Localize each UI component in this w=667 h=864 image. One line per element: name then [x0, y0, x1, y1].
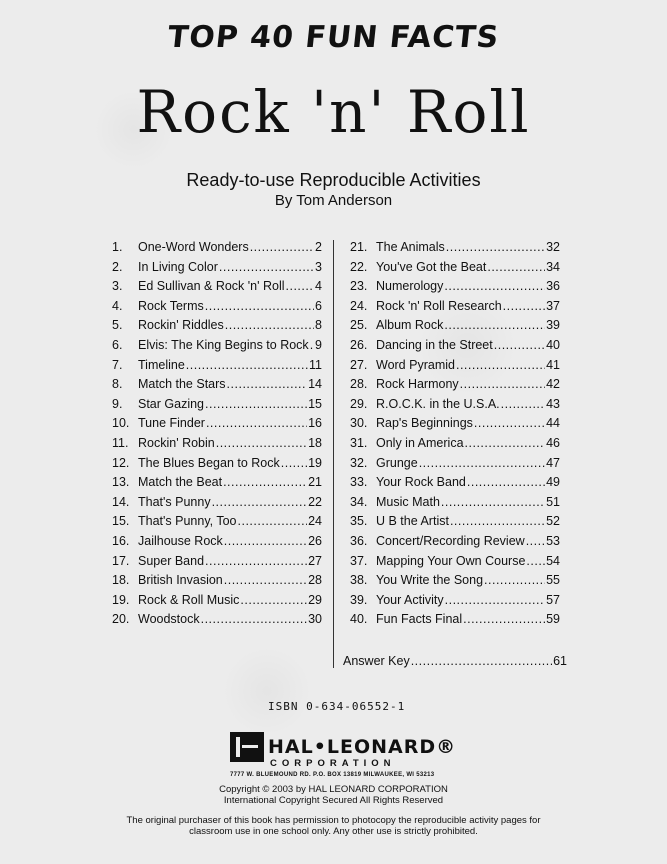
dot-leader — [205, 397, 307, 411]
toc-title: Star Gazing — [138, 396, 205, 411]
toc-page-number: 27 — [308, 553, 322, 568]
toc-page-number: 26 — [308, 533, 322, 548]
dot-leader — [219, 260, 314, 274]
dot-leader — [227, 377, 308, 391]
dot-leader — [224, 534, 307, 548]
toc-number: 40. — [350, 612, 368, 627]
toc-page-number: 16 — [308, 416, 322, 431]
toc-title: Elvis: The King Begins to Rock — [138, 337, 309, 352]
dot-leader — [463, 612, 545, 626]
toc-title: R.O.C.K. in the U.S.A. — [376, 396, 500, 411]
toc-page-number: 43 — [546, 396, 560, 411]
toc-entry — [112, 358, 322, 378]
dot-leader — [206, 416, 307, 430]
toc-page-number: 30 — [308, 612, 322, 627]
dot-leader — [526, 554, 545, 568]
book-title: Rock 'n' Roll — [136, 78, 531, 146]
publisher-address: 7777 W. BLUEMOUND RD. P.O. BOX 13819 MILWAUKEE, WI 53213 — [230, 772, 435, 778]
toc-page-number: 2 — [315, 240, 322, 254]
toc-number: 24. — [350, 298, 368, 313]
dot-leader — [286, 279, 315, 293]
toc-entry — [112, 338, 322, 358]
answer-key-page: 61 — [553, 654, 567, 668]
toc-number: 25. — [350, 318, 368, 333]
toc-title: Match the Stars — [138, 377, 226, 392]
toc-number: 38. — [350, 573, 368, 588]
toc-page-number: 9 — [315, 337, 322, 352]
dot-leader — [201, 612, 307, 626]
dot-leader — [460, 377, 545, 391]
toc-entry — [112, 240, 322, 260]
toc-title: Tune Finder — [138, 416, 205, 431]
toc-title: The Blues Began to Rock — [138, 455, 280, 470]
toc-title: Rockin' Robin — [138, 435, 215, 450]
toc-title: Mapping Your Own Course — [376, 553, 526, 568]
dot-leader — [450, 514, 545, 528]
toc-number: 10. — [112, 416, 130, 431]
copyright-notice — [0, 784, 667, 806]
dot-leader — [224, 573, 307, 587]
toc-entry — [350, 338, 560, 358]
toc-entry — [112, 554, 322, 574]
toc-page-number: 15 — [308, 396, 322, 411]
toc-page-number: 4 — [315, 279, 322, 294]
toc-entry — [350, 436, 560, 456]
toc-number: 2. — [112, 259, 123, 274]
toc-number: 28. — [350, 377, 368, 392]
toc-page-number: 6 — [315, 298, 322, 313]
dot-leader — [250, 240, 314, 254]
toc-entry — [112, 495, 322, 515]
toc-number: 27. — [350, 357, 368, 372]
dot-leader — [474, 416, 545, 430]
toc-number: 37. — [350, 553, 368, 568]
toc-entry — [112, 514, 322, 534]
toc-entry — [350, 416, 560, 436]
toc-number: 39. — [350, 592, 368, 607]
copyright-line: International Copyright Secured All Rights Reserved — [223, 795, 444, 806]
toc-title: In Living Color — [138, 259, 218, 274]
toc-number: 29. — [350, 396, 368, 411]
dot-leader — [441, 495, 545, 509]
toc-entry — [350, 358, 560, 378]
toc-entry — [112, 299, 322, 319]
dot-leader — [310, 338, 314, 352]
toc-title: Only in America — [376, 435, 464, 450]
subtitle: Ready-to-use Reproducible Activities — [186, 170, 481, 190]
dot-leader — [494, 338, 545, 352]
toc-column-right — [350, 240, 560, 632]
toc-title: One-Word Wonders — [138, 240, 249, 254]
toc-page-number: 46 — [546, 435, 560, 450]
toc-entry — [112, 612, 322, 632]
toc-title: Match the Beat — [138, 475, 223, 490]
dot-leader — [526, 534, 545, 548]
toc-page-number: 18 — [308, 435, 322, 450]
toc-title: You Write the Song — [376, 573, 484, 588]
toc-title: Rock Terms — [138, 298, 204, 313]
toc-page-number: 28 — [308, 573, 322, 588]
toc-entry — [350, 593, 560, 613]
toc-number: 17. — [112, 553, 130, 568]
column-divider — [333, 240, 334, 668]
dot-leader — [445, 593, 545, 607]
dot-leader — [186, 358, 308, 372]
toc-number: 18. — [112, 573, 130, 588]
dot-leader — [465, 436, 546, 450]
toc-title: Rock Harmony — [376, 377, 459, 392]
publisher-name: HAL•LEONARD® — [268, 736, 457, 758]
publisher-corp: CORPORATION — [270, 758, 396, 769]
permission-notice — [0, 815, 667, 837]
dot-leader — [212, 495, 308, 509]
dot-leader — [501, 397, 545, 411]
toc-number: 7. — [112, 357, 123, 372]
toc-entry — [112, 534, 322, 554]
toc-page-number: 44 — [546, 416, 560, 431]
toc-title: Rockin' Riddles — [138, 318, 224, 333]
dot-leader — [205, 554, 307, 568]
toc-page-number: 51 — [546, 494, 560, 509]
copyright-line: Copyright © 2003 by HAL LEONARD CORPORATION — [219, 784, 448, 795]
toc-number: 6. — [112, 337, 123, 352]
dot-leader — [240, 593, 307, 607]
dot-leader — [411, 654, 552, 668]
toc-entry — [350, 260, 560, 280]
toc-entry — [112, 436, 322, 456]
toc-entry — [112, 593, 322, 613]
toc-number: 1. — [112, 240, 123, 254]
toc-number: 35. — [350, 514, 368, 529]
toc-entry — [350, 573, 560, 593]
dot-leader — [456, 358, 545, 372]
toc-entry — [112, 260, 322, 280]
toc-page-number: 14 — [308, 377, 322, 392]
toc-title: Rap's Beginnings — [376, 416, 473, 431]
toc-title: Numerology — [376, 279, 444, 294]
toc-number: 22. — [350, 259, 368, 274]
toc-page-number: 52 — [546, 514, 560, 529]
toc-title: Jailhouse Rock — [138, 533, 223, 548]
toc-title: British Invasion — [138, 573, 223, 588]
toc-number: 32. — [350, 455, 368, 470]
toc-entry — [112, 573, 322, 593]
publisher-logo — [230, 730, 457, 780]
toc-title: You've Got the Beat — [376, 259, 487, 274]
toc-number: 8. — [112, 377, 123, 392]
dot-leader — [205, 299, 314, 313]
toc-number: 11. — [112, 435, 129, 450]
toc-page-number: 42 — [546, 377, 560, 392]
answer-key-entry — [343, 654, 567, 668]
permission-line: The original purchaser of this book has permission to photocopy the reproducible activity pages for — [126, 815, 541, 826]
toc-title: That's Punny, Too — [138, 514, 237, 529]
toc-page-number: 41 — [546, 357, 560, 372]
toc-number: 13. — [112, 475, 130, 490]
toc-title: Woodstock — [138, 612, 200, 627]
dot-leader — [484, 573, 545, 587]
toc-entry — [350, 318, 560, 338]
dot-leader — [419, 456, 545, 470]
hal-leonard-logo-icon — [230, 732, 264, 762]
toc-page-number: 53 — [546, 533, 560, 548]
dot-leader — [487, 260, 545, 274]
answer-key-title: Answer Key — [343, 654, 410, 668]
toc-page-number: 59 — [546, 612, 560, 627]
toc-title: Rock 'n' Roll Research — [376, 298, 502, 313]
toc-page-number: 57 — [546, 592, 560, 607]
toc-number: 15. — [112, 514, 130, 529]
toc-title: Grunge — [376, 455, 418, 470]
toc-page-number: 54 — [546, 553, 560, 568]
toc-page-number: 37 — [546, 298, 560, 313]
toc-title: Your Rock Band — [376, 475, 466, 490]
toc-entry — [350, 456, 560, 476]
dot-leader — [216, 436, 307, 450]
dot-leader — [223, 475, 307, 489]
toc-number: 21. — [350, 240, 368, 254]
toc-title: The Animals — [376, 240, 445, 254]
toc-entry — [350, 475, 560, 495]
toc-entry — [350, 279, 560, 299]
toc-page-number: 49 — [546, 475, 560, 490]
toc-page-number: 32 — [546, 240, 560, 254]
toc-page-number: 55 — [546, 573, 560, 588]
toc-number: 23. — [350, 279, 368, 294]
toc-page-number: 24 — [308, 514, 322, 529]
toc-number: 26. — [350, 337, 368, 352]
toc-entry — [350, 377, 560, 397]
toc-page-number: 47 — [546, 455, 560, 470]
toc-title: Super Band — [138, 553, 205, 568]
toc-entry — [112, 318, 322, 338]
toc-number: 16. — [112, 533, 130, 548]
author: By Tom Anderson — [274, 192, 393, 209]
toc-page-number: 29 — [308, 592, 322, 607]
toc-number: 9. — [112, 396, 123, 411]
toc-entry — [350, 612, 560, 632]
series-title: TOP 40 FUN FACTS — [165, 20, 502, 55]
permission-line: classroom use in one school only. Any other use is strictly prohibited. — [189, 826, 478, 837]
toc-page-number: 21 — [308, 475, 322, 490]
toc-number: 19. — [112, 592, 130, 607]
toc-page-number: 36 — [546, 279, 560, 294]
toc-page-number: 34 — [546, 259, 560, 274]
toc-column-left — [112, 240, 322, 632]
toc-entry — [350, 397, 560, 417]
toc-entry — [112, 475, 322, 495]
toc-entry — [350, 554, 560, 574]
toc-number: 12. — [112, 455, 130, 470]
toc-entry — [112, 377, 322, 397]
toc-title: Album Rock — [376, 318, 444, 333]
dot-leader — [281, 456, 307, 470]
toc-number: 30. — [350, 416, 368, 431]
isbn: ISBN 0-634-06552-1 — [268, 700, 406, 713]
toc-number: 3. — [112, 279, 123, 294]
toc-title: Fun Facts Final — [376, 612, 463, 627]
toc-title: Dancing in the Street — [376, 337, 493, 352]
dot-leader — [238, 514, 308, 528]
toc-title: Your Activity — [376, 592, 444, 607]
toc-entry — [112, 279, 322, 299]
toc-entry — [350, 534, 560, 554]
toc-entry — [350, 495, 560, 515]
toc-page-number: 22 — [308, 494, 322, 509]
toc-entry — [112, 416, 322, 436]
toc-page-number: 39 — [546, 318, 560, 333]
toc-entry — [350, 514, 560, 534]
toc-page-number: 40 — [546, 337, 560, 352]
toc-entry — [112, 456, 322, 476]
toc-page-number: 11 — [309, 357, 322, 372]
toc-number: 34. — [350, 494, 368, 509]
toc-number: 20. — [112, 612, 130, 627]
toc-title: Word Pyramid — [376, 357, 455, 372]
toc-title: U B the Artist — [376, 514, 449, 529]
toc-page-number: 19 — [308, 455, 322, 470]
toc-title: Timeline — [138, 357, 185, 372]
toc-title: That's Punny — [138, 494, 211, 509]
toc-number: 33. — [350, 475, 368, 490]
toc-number: 14. — [112, 494, 130, 509]
toc-title: Concert/Recording Review — [376, 533, 525, 548]
toc-page-number: 8 — [315, 318, 322, 333]
toc-number: 4. — [112, 298, 123, 313]
toc-title: Ed Sullivan & Rock 'n' Roll — [138, 279, 285, 294]
dot-leader — [446, 240, 545, 254]
dot-leader — [444, 279, 545, 293]
dot-leader — [444, 318, 545, 332]
toc-entry — [350, 240, 560, 260]
toc-page-number: 3 — [315, 259, 322, 274]
toc-title: Music Math — [376, 494, 440, 509]
dot-leader — [225, 318, 314, 332]
toc-entry — [112, 397, 322, 417]
toc-number: 31. — [350, 435, 368, 450]
dot-leader — [467, 475, 545, 489]
toc-number: 5. — [112, 318, 123, 333]
toc-title: Rock & Roll Music — [138, 592, 240, 607]
toc-entry — [350, 299, 560, 319]
toc-number: 36. — [350, 533, 368, 548]
dot-leader — [503, 299, 545, 313]
